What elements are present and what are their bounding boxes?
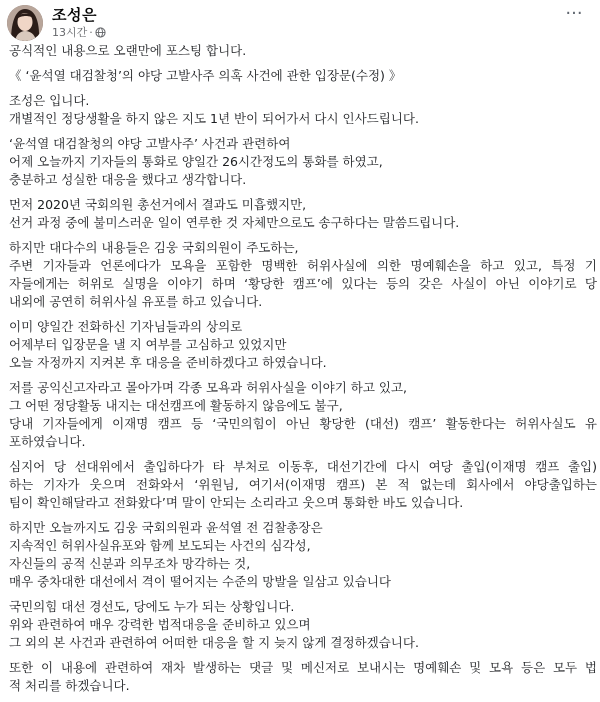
author-name[interactable]: 조성은 [52, 6, 97, 24]
post-text-line: 지속적인 허위사실유포와 함께 보도되는 사건의 심각성, [9, 538, 311, 553]
post-body [9, 42, 597, 702]
post-paragraph [9, 519, 597, 591]
post-text-line: 선거 과정 중에 불미스러운 일이 연루한 것 자체만으로도 송구하다는 말씀드립니다. [9, 215, 460, 230]
post-header [0, 0, 600, 44]
more-options-icon[interactable]: ··· [565, 3, 583, 24]
post-text-line: 어제부터 입장문을 낼 지 여부를 고심하고 있었지만 [9, 337, 287, 352]
post-meta [52, 24, 106, 40]
post-paragraph [9, 458, 597, 512]
post-paragraph [9, 42, 597, 60]
post-text-line: 매우 중차대한 대선에서 격이 떨어지는 수준의 망발을 일삼고 있습니다 [9, 574, 391, 589]
post-text-line: 그 어떤 정당활동 내지는 대선캠프에 활동하지 않음에도 불구, [9, 398, 343, 413]
post-text-line: 하지만 대다수의 내용들은 김웅 국회의원이 주도하는, [9, 240, 299, 255]
post-paragraph [9, 196, 597, 232]
post-text-line: ‘윤석열 대검찰청의 야당 고발사주’ 사건과 관련하여 [9, 136, 291, 151]
post-text-line: 오늘 자정까지 지켜본 후 대응을 준비하겠다고 하였습니다. [9, 355, 327, 370]
post-paragraph [9, 67, 597, 85]
post-paragraph [9, 92, 597, 128]
post-text-line: 심지어 당 선대위에서 출입하다가 타 부처로 이동후, 대선기간에 다시 여당 출입(이재명 캠프 출입) [9, 459, 597, 474]
post-text-line: 저를 공익신고자라고 몰아가며 각종 모욕과 허위사실을 이야기 하고 있고, [9, 380, 408, 395]
post-text-line: 하지만 오늘까지도 김웅 국회의원과 윤석열 전 검찰총장은 [9, 520, 323, 535]
post-time[interactable]: 13시간 [52, 26, 88, 39]
post-text-line: 그 외의 본 사건과 관련하여 어떠한 대응을 할 지 늦지 않게 결정하겠습니다. [9, 635, 419, 650]
post-text-line: 공식적인 내용으로 오랜만에 포스팅 합니다. [9, 43, 247, 58]
post-text-line: 국민의힘 대선 경선도, 당에도 누가 되는 상황입니다. [9, 599, 295, 614]
avatar-image [7, 5, 43, 41]
post-text-line: 조성은 입니다. [9, 93, 90, 108]
post-paragraph [9, 318, 597, 372]
post-text-line: 팀이 확인해달라고 전화왔다’며 말이 안되는 소리라고 웃으며 통화한 바도 있습니다. [9, 495, 464, 510]
post-paragraph [9, 239, 597, 311]
avatar[interactable] [7, 5, 43, 41]
post-paragraph [9, 598, 597, 652]
post-text-line: 당내 기자들에게 이재명 캠프 등 ‘국민의힘이 아닌 황당한 (대선) 캠프’ 활동한다는 허위사실도 유 [9, 416, 597, 431]
post-paragraph [9, 135, 597, 189]
post-text-line: 포하였습니다. [9, 434, 86, 449]
post-paragraph [9, 659, 597, 695]
globe-icon[interactable] [95, 27, 106, 38]
post-paragraph [9, 379, 597, 451]
post-text-line: 《 ‘윤석열 대검찰청’의 야당 고발사주 의혹 사건에 관한 입장문(수정) 》 [9, 68, 402, 83]
post-text-line: 또한 이 내용에 관련하여 재차 발생하는 댓글 및 메신저로 보내시는 명예훼손 및 모욕 등은 모두 법 [9, 660, 597, 675]
post-text-line: 위와 관련하여 매우 강력한 법적대응을 준비하고 있으며 [9, 617, 311, 632]
post-text-line: 자신들의 공적 신분과 의무조차 망각하는 것, [9, 556, 251, 571]
post-text-line: 어제 오늘까지 기자들의 통화로 양일간 26시간정도의 통화를 하였고, [9, 154, 383, 169]
post-text-line: 적 처리를 하겠습니다. [9, 678, 130, 693]
post-text-line: 충분하고 성실한 대응을 했다고 생각합니다. [9, 172, 247, 187]
post-text-line: 자들에게는 허위로 실명을 이야기 하며 ‘황당한 캠프’에 있다는 등의 갖은 사실이 아닌 이야기로 당 [9, 276, 597, 291]
meta-separator: · [89, 25, 93, 39]
post-text-line: 내외에 공연히 허위사실 유포를 하고 있습니다. [9, 294, 263, 309]
post-text-line: 이미 양일간 전화하신 기자님들과의 상의로 [9, 319, 243, 334]
post-text-line: 주변 기자들과 언론에다가 모욕을 포함한 명백한 허위사실에 의한 명예훼손을 하고 있고, 특정 기 [9, 258, 597, 273]
post-text-line: 개별적인 정당생활을 하지 않은 지도 1년 반이 되어가서 다시 인사드립니다. [9, 111, 419, 126]
post-text-line: 하는 기자가 웃으며 전화와서 ‘위원님, 여기서(이재명 캠프) 본 적 없는데 회사에서 야당출입하는 [9, 477, 597, 492]
post-text-line: 먼저 2020년 국회의원 총선거에서 결과도 미흡했지만, [9, 197, 307, 212]
